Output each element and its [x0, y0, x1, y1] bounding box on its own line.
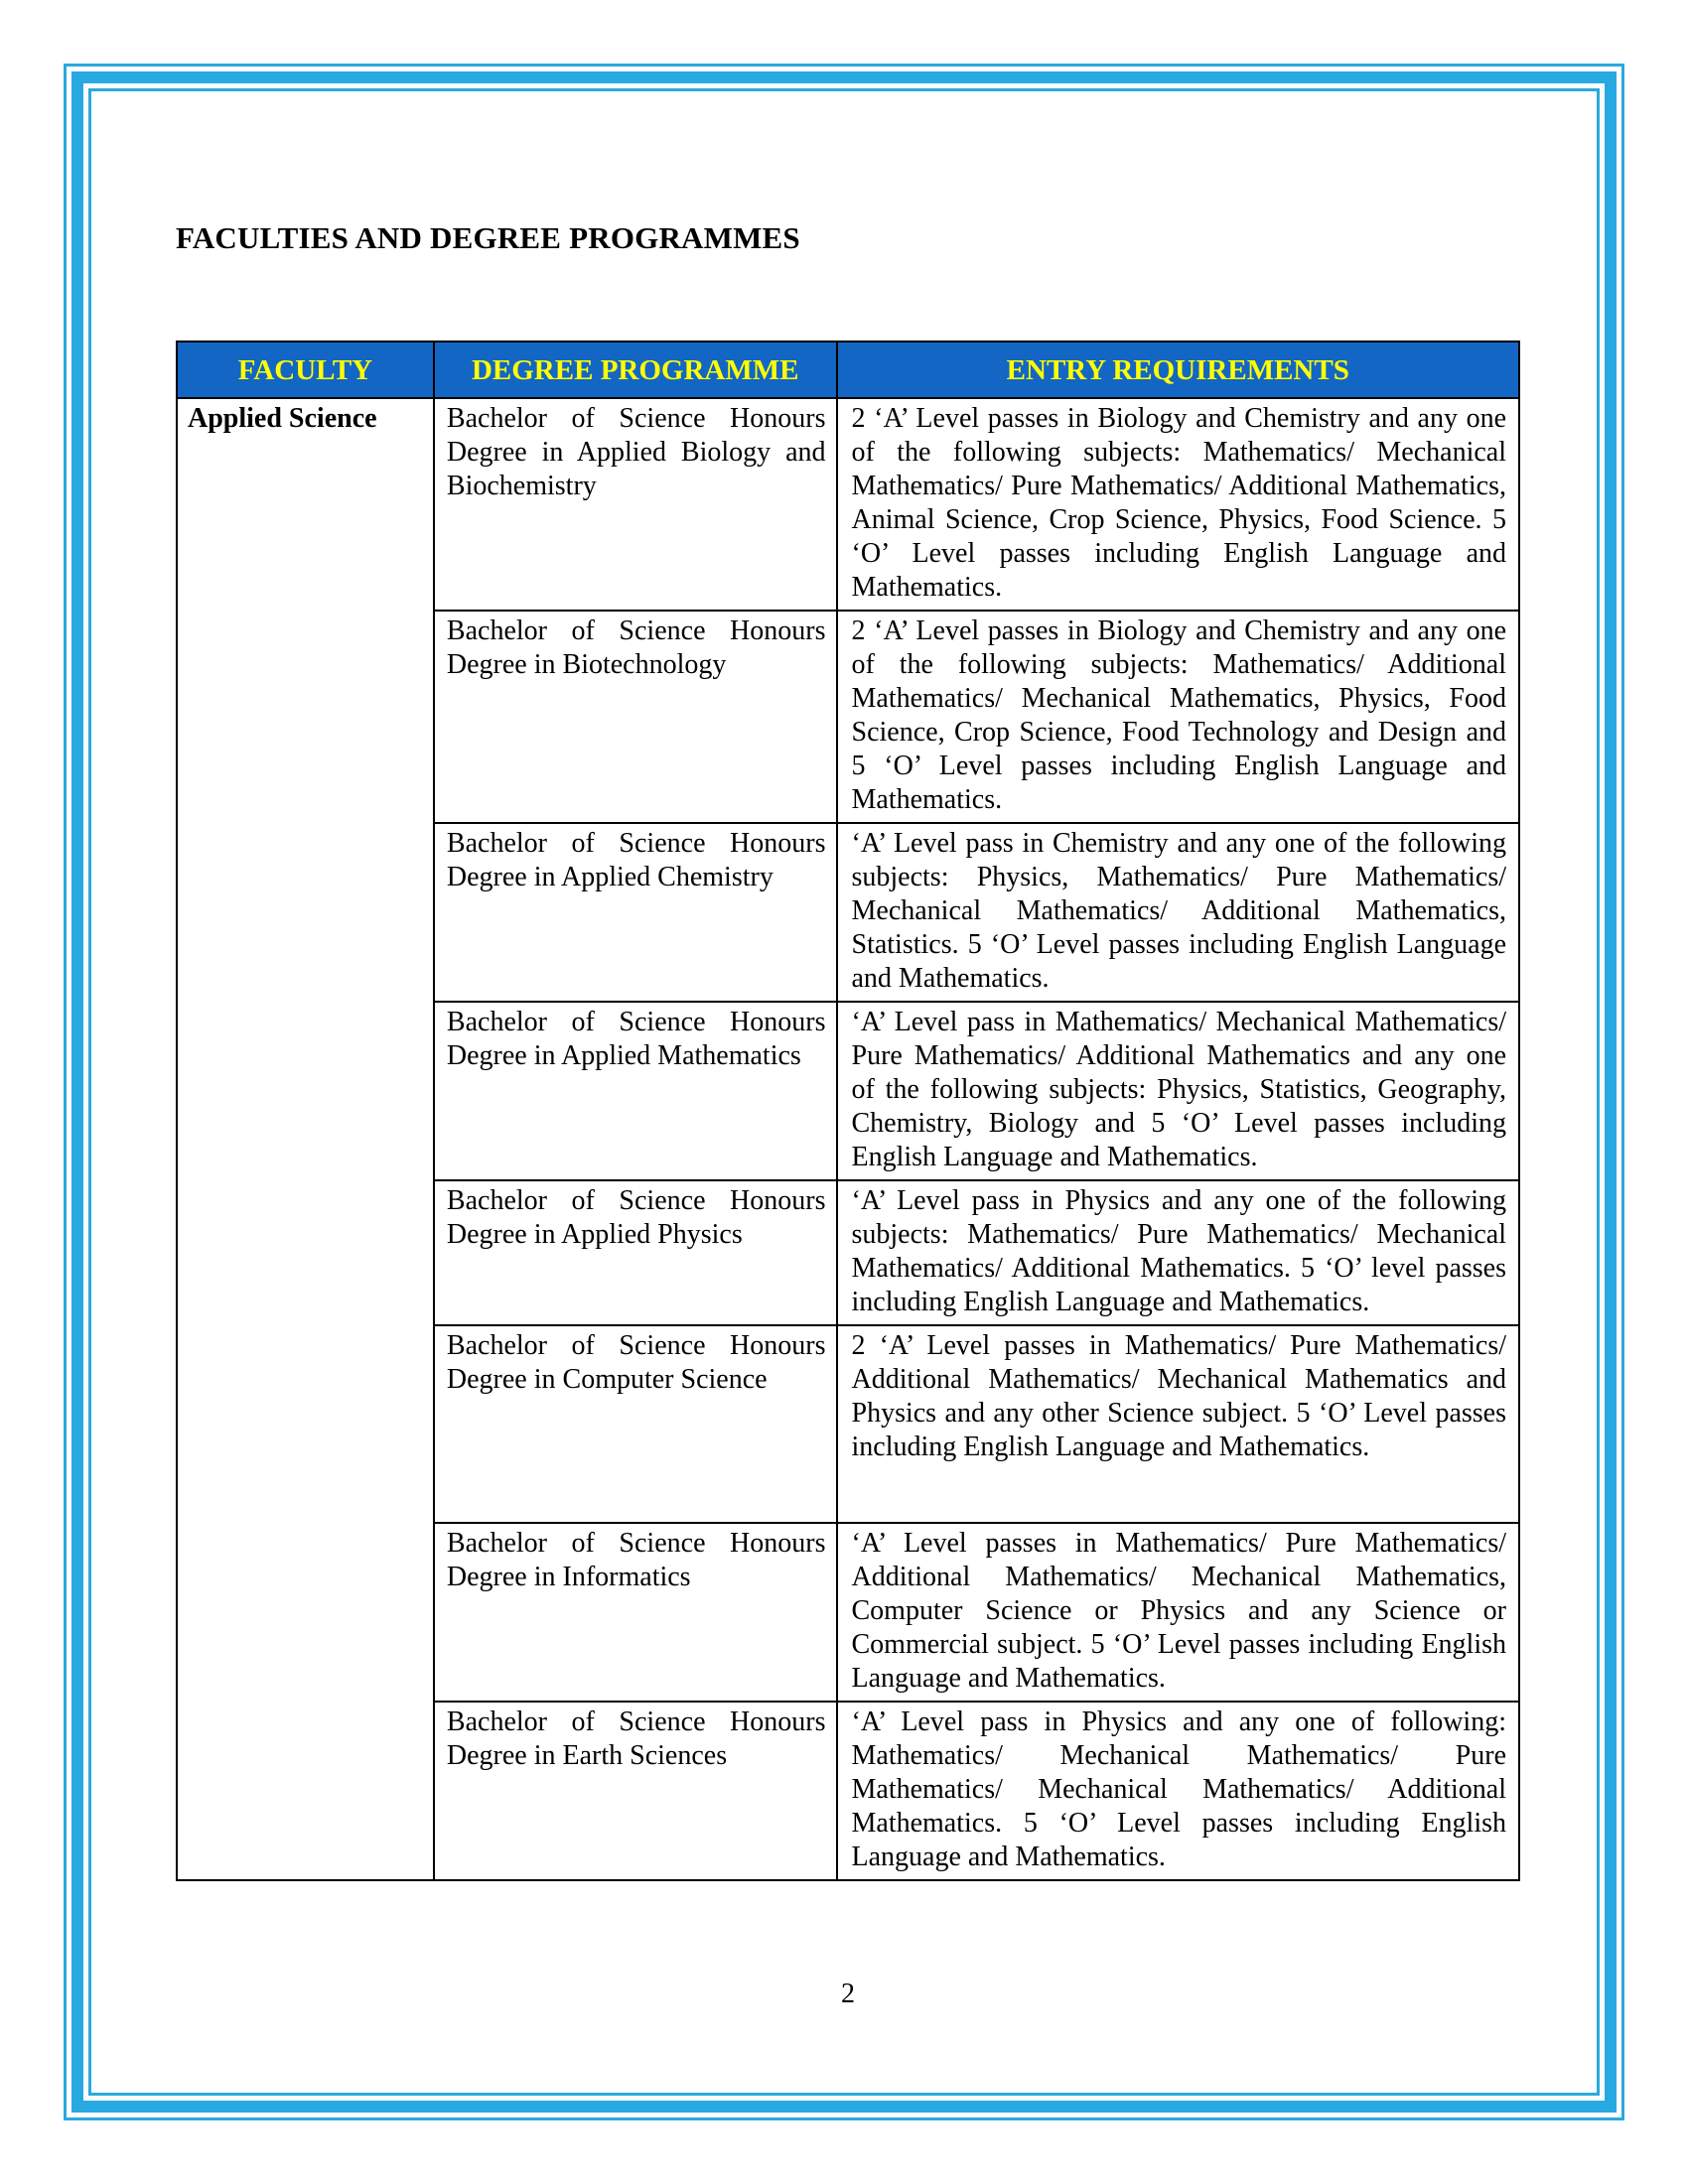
entry-requirements-cell: ‘A’ Level passes in Mathematics/ Pure Mathematics/ Additional Mathematics/ Mechanical Mathematics, Computer Science or Physics and any Science or Commercial subject. 5 ‘O’ Level passes including English Language and Mathematics. [837, 1523, 1520, 1702]
degree-programme-cell: Bachelor of Science Honours Degree in Informatics [434, 1523, 837, 1702]
degree-programme-cell: Bachelor of Science Honours Degree in Applied Mathematics [434, 1002, 837, 1180]
column-header-faculty: FACULTY [177, 341, 434, 398]
table-header-row [177, 341, 1519, 398]
entry-requirements-cell: 2 ‘A’ Level passes in Biology and Chemistry and any one of the following subjects: Mathematics/ Mechanical Mathematics/ Pure Mathematics/ Additional Mathematics, Animal Science, Crop Science, Physics, Food Science. 5 ‘O’ Level passes including English Language and Mathematics. [837, 398, 1520, 611]
entry-requirements-cell: ‘A’ Level pass in Mathematics/ Mechanical Mathematics/ Pure Mathematics/ Additional Mathematics and any one of the following subjects: Physics, Statistics, Geography, Chemistry, Biology and 5 ‘O’ Level passes including English Language and Mathematics. [837, 1002, 1520, 1180]
faculty-cell: Applied Science [177, 398, 434, 1880]
degree-programme-cell: Bachelor of Science Honours Degree in Applied Physics [434, 1180, 837, 1325]
entry-requirements-cell: ‘A’ Level pass in Chemistry and any one of the following subjects: Physics, Mathematics/ Pure Mathematics/ Mechanical Mathematics/ Additional Mathematics, Statistics. 5 ‘O’ Level passes including English Language and Mathematics. [837, 823, 1520, 1002]
column-header-degree-programme: DEGREE PROGRAMME [434, 341, 837, 398]
table-row [177, 398, 1519, 611]
entry-requirements-cell: 2 ‘A’ Level passes in Mathematics/ Pure Mathematics/ Additional Mathematics/ Mechanical Mathematics and Physics and any other Science subject. 5 ‘O’ Level passes including English Language and Mathematics. [837, 1325, 1520, 1523]
column-header-entry-requirements: ENTRY REQUIREMENTS [837, 341, 1520, 398]
page-content [176, 220, 1520, 1881]
degree-programme-cell: Bachelor of Science Honours Degree in Applied Biology and Biochemistry [434, 398, 837, 611]
degree-programme-cell: Bachelor of Science Honours Degree in Biotechnology [434, 611, 837, 823]
entry-requirements-cell: ‘A’ Level pass in Physics and any one of following: Mathematics/ Mechanical Mathematics/ Pure Mathematics/ Mechanical Mathematics/ Additional Mathematics. 5 ‘O’ Level passes including English Language and Mathematics. [837, 1702, 1520, 1880]
degree-programme-cell: Bachelor of Science Honours Degree in Computer Science [434, 1325, 837, 1523]
page-number: 2 [841, 1979, 855, 2009]
programmes-table [176, 341, 1520, 1881]
page-title: FACULTIES AND DEGREE PROGRAMMES [176, 220, 800, 255]
degree-programme-cell: Bachelor of Science Honours Degree in Applied Chemistry [434, 823, 837, 1002]
entry-requirements-cell: ‘A’ Level pass in Physics and any one of the following subjects: Mathematics/ Pure Mathematics/ Mechanical Mathematics/ Additional Mathematics. 5 ‘O’ level passes including English Language and Mathematics. [837, 1180, 1520, 1325]
degree-programme-cell: Bachelor of Science Honours Degree in Earth Sciences [434, 1702, 837, 1880]
entry-requirements-cell: 2 ‘A’ Level passes in Biology and Chemistry and any one of the following subjects: Mathematics/ Additional Mathematics/ Mechanical Mathematics, Physics, Food Science, Crop Science, Food Technology and Design and 5 ‘O’ Level passes including English Language and Mathematics. [837, 611, 1520, 823]
